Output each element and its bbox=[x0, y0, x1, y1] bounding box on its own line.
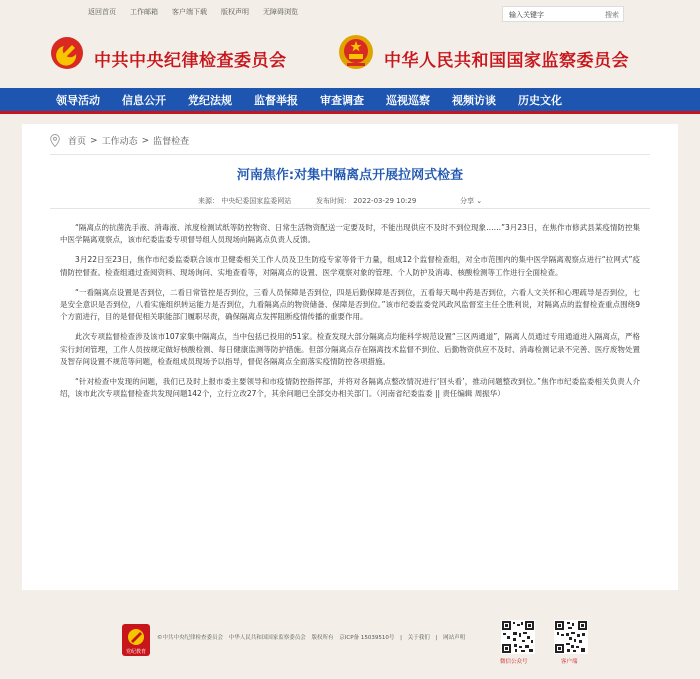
article-paragraph: “针对检查中发现的问题，我们已及时上报市委主要领导和市疫情防控指挥部，并将对各隔离点整改情况进行‘回头看’，推动问题整改到位。”焦作市纪委监委相关负责人介绍，该市此次专项监督检查共发现问题142个，立行立改27个，其余问题已全部交办相关部门。（河南省纪委监委 || 责任编辑 周振华） bbox=[60, 377, 640, 399]
top-bar bbox=[0, 0, 700, 26]
breadcrumb-work-updates[interactable]: 工作动态 bbox=[101, 137, 138, 147]
nav-item-video-interview[interactable]: 视频访谈 bbox=[452, 94, 496, 107]
footer-separator: | bbox=[400, 635, 402, 641]
footer-copyright-ccdi: ©中共中央纪律检查委员会 bbox=[157, 635, 224, 641]
main-nav bbox=[0, 88, 700, 114]
nav-item-history-culture[interactable]: 历史文化 bbox=[518, 94, 562, 107]
chevron-down-icon: ⌄ bbox=[476, 197, 483, 205]
client-qr-caption: 客户端 bbox=[561, 659, 578, 665]
footer-separator: | bbox=[435, 635, 438, 641]
breadcrumb-home[interactable]: 首页 bbox=[68, 137, 87, 147]
article-card bbox=[22, 124, 678, 590]
article-paragraph: “隔离点的抗菌洗手液、消毒液、浓度检测试纸等防控物资、日常生活物资配送一定要及时，不能出现供应不及时不到位现象……”3月23日，在焦作市修武县某疫情防控集中医学隔离观察点，该市纪委监委专项督导组人员现场向隔离点负责人反馈。 bbox=[60, 223, 640, 245]
nav-item-inspection[interactable]: 巡视巡察 bbox=[386, 94, 430, 107]
footer-about-us[interactable]: 关于我们 bbox=[407, 635, 430, 641]
right-site-title: 中华人民共和国国家监察委员会 bbox=[384, 51, 629, 71]
location-pin-icon bbox=[50, 134, 60, 147]
left-site-title: 中共中央纪律检查委员会 bbox=[94, 51, 287, 71]
breadcrumb bbox=[50, 134, 193, 147]
top-link-accessibility[interactable]: 无障碍浏览 bbox=[263, 8, 298, 16]
breadcrumb-divider bbox=[50, 154, 650, 155]
nav-item-info-disclosure[interactable]: 信息公开 bbox=[122, 94, 166, 107]
party-emblem-icon bbox=[50, 36, 84, 70]
share-button[interactable] bbox=[460, 196, 482, 206]
meta-divider bbox=[50, 208, 650, 209]
top-link-copyright[interactable]: 版权声明 bbox=[221, 8, 249, 16]
article-paragraph: “一看隔离点设置是否到位，二看日常管控是否到位，三看人员保障是否到位，四是后勤保障是否到位，五看每天喝中药是否到位，六看人文关怀和心理疏导是否到位，七是安全意识是否到位，八看实施组织转运能力是否到位，九看隔离点的物资储备、保障是否到位。”该市纪委监委党风政风监督室主任仝胜利说，对隔离点的监督检查重点围绕9个方面进行，目的是督促相关职能部门履职尽责，确保隔离点发挥阻断疫情传播的重要作用。 bbox=[60, 287, 640, 322]
breadcrumb-supervision[interactable]: 监督检查 bbox=[153, 137, 190, 147]
share-label: 分享 bbox=[460, 197, 474, 205]
nav-item-leader-activities[interactable]: 领导活动 bbox=[56, 94, 100, 107]
site-footer bbox=[0, 604, 700, 679]
article-title: 河南焦作:对集中隔离点开展拉网式检查 bbox=[236, 168, 464, 183]
article-body bbox=[60, 222, 640, 408]
footer-copyright-nsc: 中华人民共和国国家监察委员会 bbox=[228, 635, 306, 641]
article-paragraph: 3月22日至23日，焦作市纪委监委联合该市卫健委相关工作人员及卫生防疫专家等骨干力量，组成12个监督检查组，对全市范围内的集中医学隔离观察点进行“拉网式”疫情防控督查。检查组通过查阅资料、现场询问、实地查看等，对隔离点的设置、医学观察对象的管理、个人防护及消毒、核酸检测等工作进行全面检查。 bbox=[60, 255, 640, 277]
breadcrumb-separator: > bbox=[141, 135, 150, 146]
footer-rights: 版权所有 bbox=[311, 635, 334, 641]
top-link-client-download[interactable]: 客户端下载 bbox=[172, 8, 207, 16]
article-publish-time: 发布时间： 2022-03-29 10:29 bbox=[316, 197, 417, 205]
nav-item-party-rules[interactable]: 党纪法规 bbox=[188, 94, 232, 107]
site-header bbox=[0, 26, 700, 88]
top-link-mail[interactable]: 工作邮箱 bbox=[130, 8, 158, 16]
article-source: 来源： 中央纪委国家监委网站 bbox=[198, 197, 292, 205]
footer-icp[interactable]: 京ICP备 15039510号 bbox=[339, 635, 395, 641]
wechat-qr-caption: 微信公众号 bbox=[500, 659, 528, 665]
state-emblem-icon bbox=[338, 34, 374, 70]
wechat-qr-code-icon bbox=[501, 620, 535, 654]
footer-info bbox=[157, 633, 469, 641]
client-qr-code-icon bbox=[554, 620, 588, 654]
breadcrumb-separator: > bbox=[90, 135, 98, 146]
search-button[interactable]: 搜索 bbox=[605, 11, 619, 19]
nav-item-supervision-report[interactable]: 监督举报 bbox=[254, 94, 298, 107]
article-paragraph: 此次专项监督检查涉及该市107家集中隔离点，当中包括已投用的51家。检查发现大部分隔离点均能科学规范设置“三区两通道”，隔离人员通过专用通道进入隔离点，严格实行封闭管理，工作人员按规定做好核酸检测、每日健康监测等防护措施。但部分隔离点存在隔离技术监督不到位、后勤物资供应不及时、消毒检测记录不完善、医疗废物处置及智存间设置不规范等问题，检查组成员现场予以指导，督促各隔离点全面落实疫情防控各项措施。 bbox=[60, 332, 640, 367]
top-link-home[interactable]: 返回首页 bbox=[88, 8, 116, 16]
search-input[interactable]: 输入关键字 bbox=[509, 11, 544, 19]
footer-logo-text: 党纪教育 bbox=[125, 649, 147, 655]
footer-logo-icon bbox=[122, 624, 150, 656]
top-links bbox=[88, 7, 312, 17]
nav-item-review-investigation[interactable]: 审查调查 bbox=[320, 94, 364, 107]
search-box[interactable] bbox=[502, 6, 624, 22]
footer-site-statement[interactable]: 网站声明 bbox=[443, 635, 466, 641]
